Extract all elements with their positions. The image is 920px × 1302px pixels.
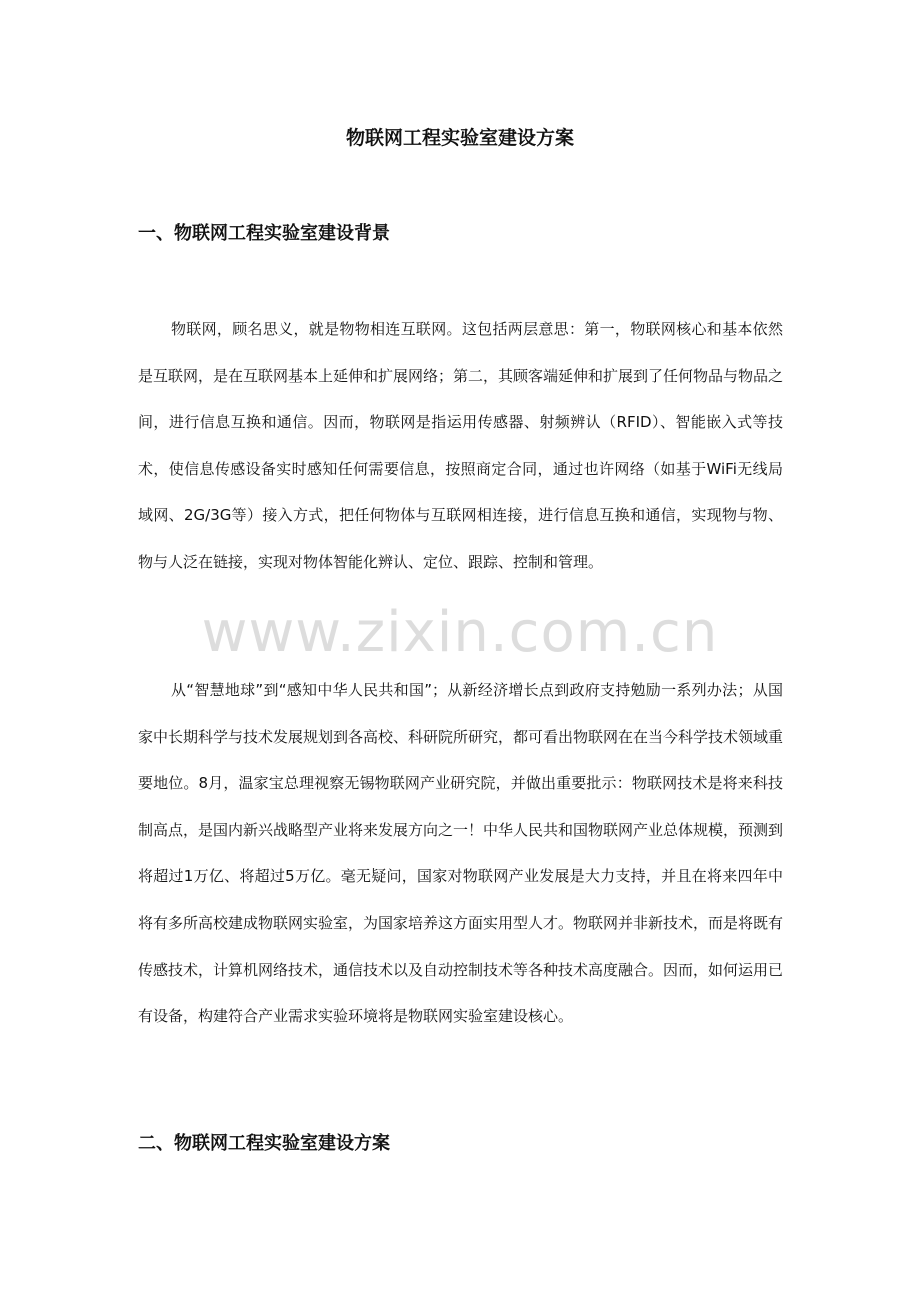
section-heading-plan: 二、物联网工程实验室建设方案: [138, 1133, 390, 1154]
watermark-text: www.zixin.com.cn: [201, 600, 719, 665]
paragraph-iot-importance: 从“智慧地球”到“感知中华人民共和国”；从新经济增长点到政府支持勉励一系列办法；从国家中长期科学与技术发展规划到各高校、科研院所研究，都可看出物联网在在当今科学技术领域重要地位。8月，温家宝总理视察无锡物联网产业研究院，并做出重要批示：物联网技术是将来科技制高点，是国内新兴战略型产业将来发展方向之一！中华人民共和国物联网产业总体规模，预测到将超过1万亿、将超过5万亿。毫无疑问，国家对物联网产业发展是大力支持，并且在将来四年中将有多所高校建成物联网实验室，为国家培养这方面实用型人才。物联网并非新技术，而是将既有传感技术，计算机网络技术，通信技术以及自动控制技术等各种技术高度融合。因而，如何运用已有设备，构建符合产业需求实验环境将是物联网实验室建设核心。: [138, 681, 784, 1026]
paragraph-iot-definition: 物联网，顾名思义，就是物物相连互联网。这包括两层意思：第一，物联网核心和基本依然是互联网，是在互联网基本上延伸和扩展网络；第二，其顾客端延伸和扩展到了任何物品与物品之间，进行信息互换和通信。因而，物联网是指运用传感器、射频辨认（RFID）、智能嵌入式等技术，使信息传感设备实时感知任何需要信息，按照商定合同，通过也许网络（如基于WiFi无线局域网、2G/3G等）接入方式，把任何物体与互联网相连接，进行信息互换和通信，实现物与物、物与人泛在链接，实现对物体智能化辨认、定位、跟踪、控制和管理。: [138, 320, 784, 571]
section-heading-background: 一、物联网工程实验室建设背景: [138, 223, 390, 244]
document-title: 物联网工程实验室建设方案: [345, 127, 574, 149]
